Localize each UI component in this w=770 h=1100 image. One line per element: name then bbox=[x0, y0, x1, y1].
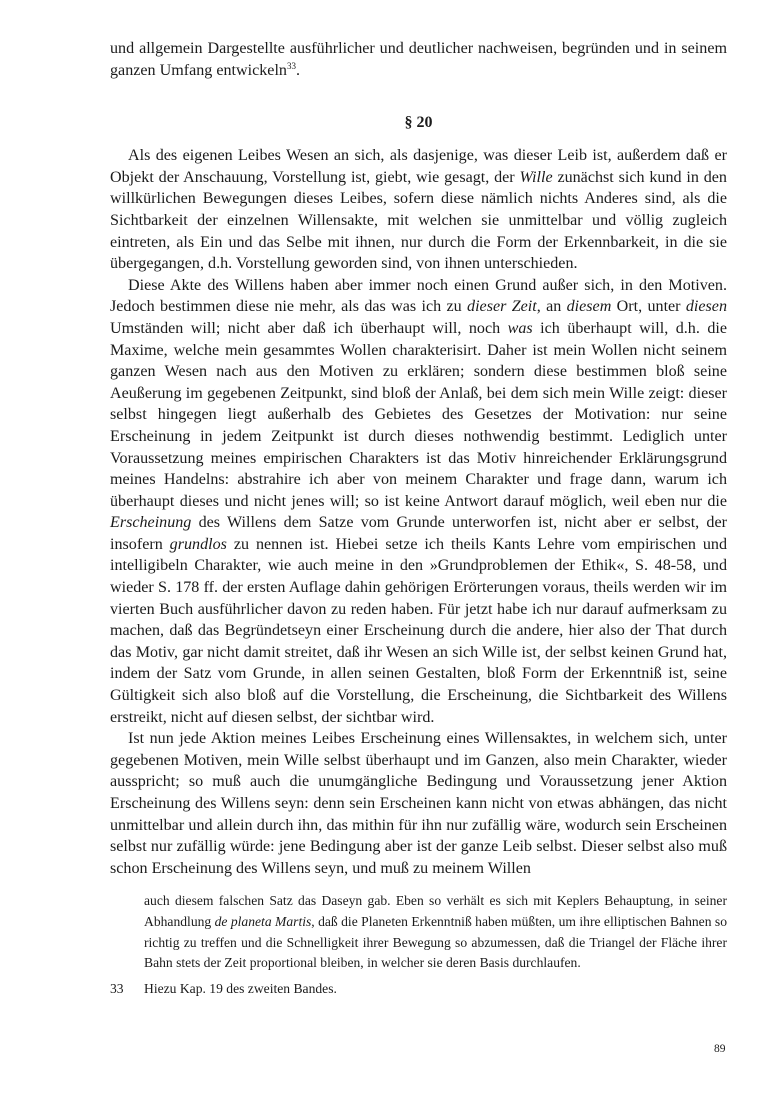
footnote-number: 33 bbox=[110, 980, 124, 996]
footnote-continuation: auch diesem falschen Satz das Daseyn gab. Eben so verhält es sich mit Keplers Behauptung, in seiner Abhandlung de planeta Martis, daß die Planeten Erkenntniß haben müßten, um ihre elliptischen Bahnen so richtig zu treffen und die Schnelligkeit ihrer Bewegung so abzumessen, daß die Triangel der Fläche ihrer Bahn stets der Zeit proportional bleiben, in welcher sie deren Basis durchlaufen. bbox=[144, 893, 727, 971]
paragraph-2: Diese Akte des Willens haben aber immer noch einen Grund außer sich, in den Motiven. Jedoch bestimmen diese nie mehr, als das was ich zu dieser Zeit, an diesem Ort, unter diesen Umständen will; nicht aber daß ich überhaupt will, noch was ich überhaupt will, d.h. die Maxime, welche mein gesammtes Wollen charakterisirt. Daher ist mein Wollen nicht seinem ganzen Wesen nach aus den Motiven zu erklären; sondern diese bestimmen bloß seine Aeußerung im gegebenen Zeitpunkt, sind bloß der Anlaß, bei dem sich mein Wille zeigt: dieser selbst hingegen liegt außerhalb des Gebietes des Gesetzes der Motivation: nur seine Erscheinung in jedem Zeitpunkt ist durch dieses nothwendig bestimmt. Lediglich unter Voraussetzung meines empirischen Charakters ist das Motiv hinreichender Erklärungsgrund meines Handelns: abstrahire ich aber von meinem Charakter und frage dann, warum ich überhaupt dieses und nicht jenes will; so ist keine Antwort darauf möglich, weil eben nur die Erscheinung des Willens dem Satze vom Grunde unterworfen ist, nicht aber er selbst, der insofern grundlos zu nennen ist. Hiebei setze ich theils Kants Lehre vom empirischen und intelligibeln Charakter, wie auch meine in den »Grundproblemen der Ethik«, S. 48-58, und wieder S. 178 ff. der ersten Auflage dahin gehörigen Erörterungen voraus, theils werden wir im vierten Buch ausführlicher davon zu reden haben. Für jetzt habe ich nur darauf aufmerksam zu machen, daß das Begründetseyn einer Erscheinung durch die andere, hier also der That durch das Motiv, gar nicht damit streitet, daß ihr Wesen an sich Wille ist, der selbst keinen Grund hat, indem der Satz vom Grunde, in allen seinen Gestalten, bloß Form der Erkenntniß ist, seine Gültigkeit sich also bloß auf die Vorstellung, die Erscheinung, die Sichtbarkeit des Willens erstreikt, nicht auf diesen selbst, der sichtbar wird. bbox=[110, 276, 727, 726]
emphasis: diesem bbox=[566, 298, 612, 316]
top-paragraph: und allgemein Dargestellte ausführlicher und deutlicher nachweisen, begründen und in seinem ganzen Umfang entwickeln$^{33}$. bbox=[110, 40, 727, 79]
paragraph-3: Ist nun jede Aktion meines Leibes Erscheinung eines Willensaktes, in welchem sich, unter gegebenen Motiven, mein Wille selbst überhaupt und im Ganzen, also mein Charakter, wieder ausspricht; so muß auch die unumgängliche Bedingung und Voraussetzung jener Aktion Erscheinung des Willens seyn: denn sein Erscheinen kann nicht von etwas abhängen, das nicht unmittelbar und allein durch ihn, das mithin für ihn nur zufällig wäre, wodurch sein Erscheinen selbst nur zufällig würde: jene Bedingung aber ist der ganze Leib selbst. Dieser selbst also muß schon Erscheinung des Willens seyn, und muß zu meinem Willen bbox=[110, 730, 727, 877]
emphasis: Wille bbox=[519, 168, 553, 186]
page-number: 89 bbox=[714, 1043, 726, 1055]
emphasis: grundlos bbox=[169, 535, 227, 553]
footnote-ref-33[interactable]: 33 bbox=[286, 60, 296, 71]
page-content bbox=[110, 38, 727, 999]
section-heading: § 20 bbox=[404, 114, 433, 132]
emphasis: Erscheinung bbox=[110, 514, 192, 532]
paragraph-1: Als des eigenen Leibes Wesen an sich, als dasjenige, was dieser Leib ist, außerdem daß er Objekt der Anschauung, Vorstellung ist, giebt, wie gesagt, der Wille zunächst sich kund in den willkürlichen Bewegungen dieses Leibes, sofern diese nämlich nichts Anderes sind, als die Sichtbarkeit der einzelnen Willensakte, mit welchen sie unmittelbar und völlig zugleich eintreten, als Ein und das Selbe mit ihnen, nur durch die Form der Erkennbarkeit, in die sie übergegangen, d.h. Vorstellung geworden sind, von ihnen unterschieden. bbox=[110, 147, 727, 273]
emphasis: de planeta Martis bbox=[214, 913, 312, 929]
emphasis: dieser Zeit bbox=[467, 298, 537, 316]
emphasis: was bbox=[507, 319, 533, 337]
emphasis: diesen bbox=[685, 298, 727, 316]
footnote-text: Hiezu Kap. 19 des zweiten Bandes. bbox=[144, 980, 337, 996]
footnote-33 bbox=[110, 979, 727, 1000]
